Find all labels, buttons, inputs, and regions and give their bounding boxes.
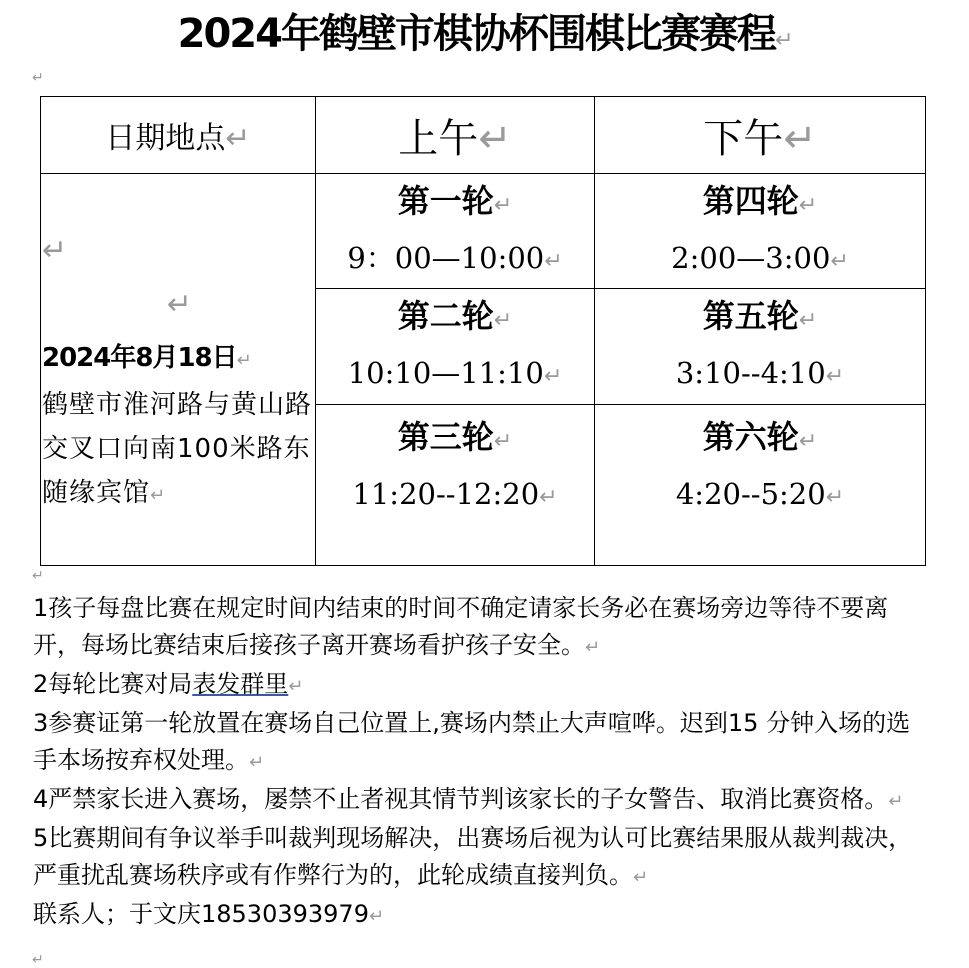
contact-line: 联系人；于文庆18530393979↵ <box>33 900 385 928</box>
round-4-cell: 第四轮↵ 2:00—3:00↵ <box>595 174 926 288</box>
round-5-cell: 第五轮↵ 3:10--4:10↵ <box>595 288 926 404</box>
paragraph-mark-icon: ↵ <box>478 115 512 162</box>
round-name: 第四轮 <box>702 181 799 220</box>
round-time: 2:00—3:00 <box>671 240 831 275</box>
round-name: 第一轮 <box>397 181 494 220</box>
note-1: 1孩子每盘比赛在规定时间内结束的时间不确定请家长务必在赛场旁边等待不要离开，每场比赛结束后接孩子离开赛场看护孩子安全。↵ <box>33 594 889 659</box>
note-2: 2每轮比赛对局表发群里↵ <box>33 670 304 698</box>
paragraph-mark-icon: ↵ <box>236 350 251 372</box>
table-header-row <box>41 97 926 174</box>
header-morning: 上午↵ <box>316 97 595 174</box>
schedule-table <box>40 96 926 566</box>
paragraph-mark-icon: ↵ <box>32 952 44 968</box>
round-time: 4:20--5:20 <box>675 477 826 512</box>
round-6-cell: 第六轮↵ 4:20--5:20↵ <box>595 405 926 566</box>
notes-section <box>33 590 923 935</box>
round-time: 3:10--4:10 <box>675 356 826 391</box>
round-2-cell: 第二轮↵ 10:10—11:10↵ <box>316 288 595 404</box>
event-date: 2024年8月18日↵ <box>42 343 251 374</box>
round-name: 第五轮 <box>702 297 799 336</box>
date-location-cell <box>41 174 316 566</box>
round-time: 10:10—11:10 <box>347 356 544 391</box>
paragraph-mark-icon: ↵ <box>32 568 44 584</box>
round-1-cell: 第一轮↵ 9：00—10:00↵ <box>316 174 595 288</box>
event-address: 鹤壁市淮河路与黄山路交叉口向南100米路东随缘宾馆↵ <box>42 390 313 509</box>
note-3: 3参赛证第一轮放置在赛场自己位置上,赛场内禁止大声喧哗。迟到15 分钟入场的选手本场按弃权处理。↵ <box>33 709 911 774</box>
note-5: 5比赛期间有争议举手叫裁判现场解决，出赛场后视为认可比赛结果服从裁判裁决，严重扰乱赛场秩序或有作弊行为的，此轮成绩直接判负。↵ <box>33 824 913 889</box>
group-link[interactable]: 表发群里 <box>192 670 289 698</box>
round-name: 第二轮 <box>397 297 494 336</box>
round-name: 第三轮 <box>397 418 494 457</box>
document-title: 2024年鹤壁市棋协杯围棋比赛赛程↵ <box>177 11 792 57</box>
paragraph-mark-icon: ↵ <box>774 28 792 53</box>
paragraph-mark-icon: ↵ <box>32 70 44 86</box>
round-name: 第六轮 <box>702 418 799 457</box>
round-time: 11:20--12:20 <box>352 477 540 512</box>
paragraph-mark-icon: ↵ <box>166 287 193 323</box>
table-row <box>41 174 926 288</box>
header-date-location: 日期地点↵ <box>41 97 316 174</box>
round-3-cell: 第三轮↵ 11:20--12:20↵ <box>316 405 595 566</box>
header-afternoon: 下午↵ <box>595 97 926 174</box>
paragraph-mark-icon: ↵ <box>42 233 68 269</box>
paragraph-mark-icon: ↵ <box>225 121 251 157</box>
note-4: 4严禁家长进入赛场，屡禁不止者视其情节判该家长的子女警告、取消比赛资格。↵ <box>33 785 904 813</box>
paragraph-mark-icon: ↵ <box>783 115 817 162</box>
paragraph-mark-icon: ↵ <box>150 485 167 507</box>
round-time: 9：00—10:00 <box>347 240 545 275</box>
